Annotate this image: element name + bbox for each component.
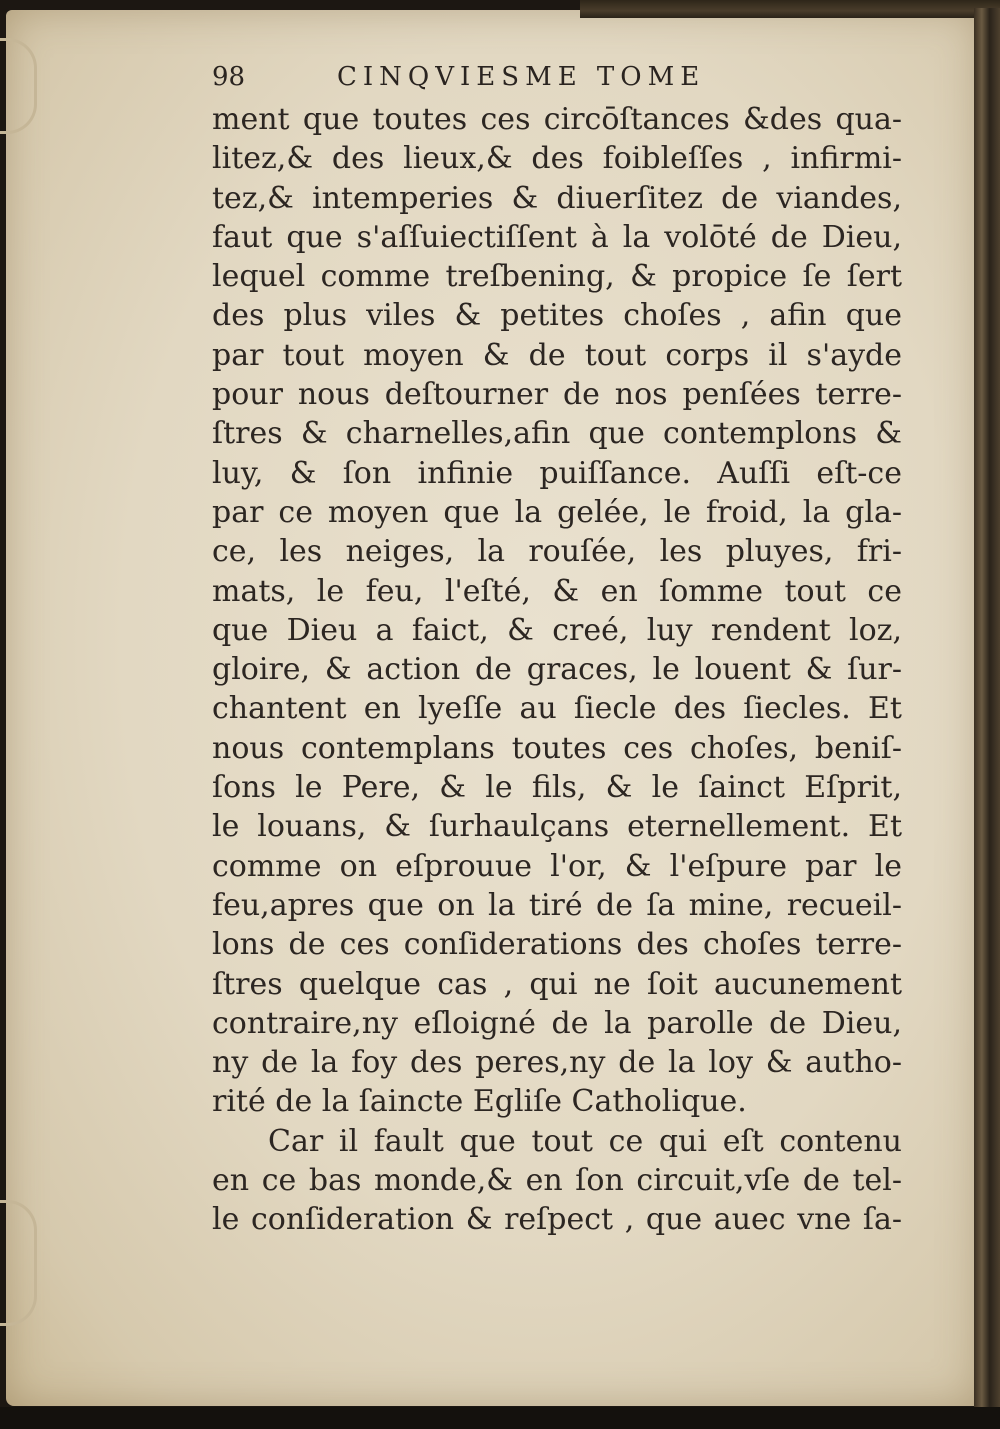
text-line: le conſideration & reſpect , que auec vne ſa- [212, 1202, 902, 1238]
text-line: lons de ces conſiderations des choſes terre- [212, 927, 902, 963]
binding-mark [0, 1200, 37, 1326]
page-number: 98 [212, 62, 246, 92]
text-line: ſtres quelque cas , qui ne ſoit aucunement [212, 966, 902, 1002]
text-line: le louans, & ſurhaulçans eternellement. Et [212, 809, 902, 845]
text-line: litez,& des lieux,& des foibleſſes , infirmi- [212, 141, 902, 177]
body-text [212, 100, 902, 1240]
text-line: par ce moyen que la gelée, le froid, la gla- [212, 494, 902, 530]
text-line: par tout moyen & de tout corps il s'ayde [212, 337, 902, 373]
text-line: ny de la foy des peres,ny de la loy & autho- [212, 1045, 902, 1081]
text-line: chantent en lyeſſe au ſiecle des ſiecles. Et [212, 691, 902, 727]
page-fore-edge [974, 8, 1000, 1408]
text-line: tez,& intemperies & diuerſitez de viandes, [212, 180, 902, 216]
text-line: Car il fault que tout ce qui eſt contenu [268, 1123, 902, 1159]
text-line: ſtres & charnelles,afin que contemplons & [212, 416, 902, 452]
text-line: luy, & ſon infinie puiſſance. Auſſi eſt-ce [212, 455, 902, 491]
binding-shadow-bottom [0, 1407, 1000, 1429]
text-line: nous contemplans toutes ces choſes, beniſ- [212, 730, 902, 766]
binding-shadow-top [580, 0, 1000, 18]
text-line: des plus viles & petites choſes , afin que [212, 298, 902, 334]
text-line: mats, le feu, l'eſté, & en ſomme tout ce [212, 573, 902, 609]
binding-mark [0, 38, 37, 134]
text-line: que Dieu a faict, & creé, luy rendent loz, [212, 612, 902, 648]
text-line: ce, les neiges, la rouſée, les pluyes, fri- [212, 534, 902, 570]
text-line: faut que s'aſſuiectiſſent à la volōté de Dieu, [212, 219, 902, 255]
text-line: ſons le Pere, & le fils, & le ſainct Eſprit, [212, 770, 902, 806]
text-line: feu,apres que on la tiré de ſa mine, recueil- [212, 887, 902, 923]
text-line: contraire,ny eſloigné de la parolle de Dieu, [212, 1005, 902, 1041]
page-header [212, 62, 792, 96]
text-line: ment que toutes ces circōſtances &des qua- [212, 102, 902, 137]
text-line: en ce bas monde,& en ſon circuit,vſe de tel- [212, 1163, 902, 1199]
running-title: CINQVIESME TOME [337, 62, 706, 92]
text-line: gloire, & action de graces, le louent & ſur- [212, 652, 902, 688]
text-line: lequel comme treſbening, & propice ſe ſert [212, 259, 902, 295]
text-line: rité de la ſaincte Egliſe Catholique. [212, 1084, 747, 1120]
text-line: pour nous deſtourner de nos penſées terre- [212, 377, 902, 413]
text-line: comme on eſprouue l'or, & l'eſpure par le [212, 848, 902, 884]
